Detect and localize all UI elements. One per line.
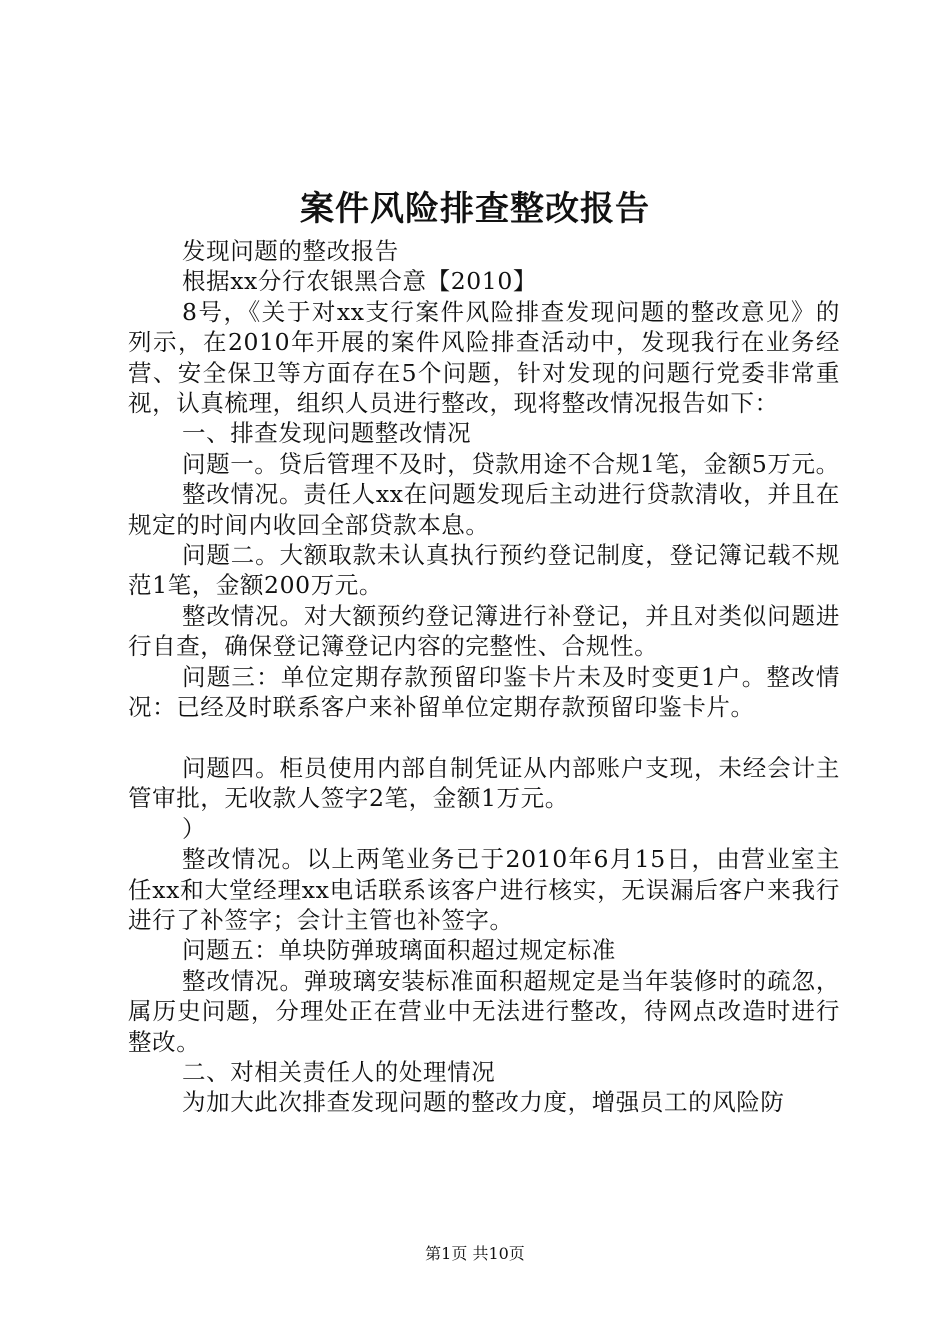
blank-line [128,723,840,753]
page-number: 第1页 共10页 [425,1244,525,1263]
paragraph-issue-3: 问题三：单位定期存款预留印鉴卡片未及时变更1户。整改情况：已经及时联系客户来补留单位定期存款预留印鉴卡片。 [128,662,840,722]
document-body [128,236,840,1118]
paragraph-issue-4: 问题四。柜员使用内部自制凭证从内部账户支现，未经会计主管审批，无收款人签字2笔，金额1万元。 [128,753,840,813]
document-title: 案件风险排查整改报告 [300,189,650,229]
paragraph-intro: 8号，《关于对xx支行案件风险排查发现问题的整改意见》的列示，在2010年开展的案件风险排查活动中，发现我行在业务经营、安全保卫等方面存在5个问题，针对发现的问题行党委非常重视，认真梳理，组织人员进行整改，现将整改情况报告如下： [128,297,840,418]
paragraph-fix-5: 整改情况。弹玻璃安装标准面积超规定是当年装修时的疏忽，属历史问题，分理处正在营业中无法进行整改，待网点改造时进行整改。 [128,966,840,1056]
paragraph-fix-1: 整改情况。责任人xx在问题发现后主动进行贷款清收，并且在规定的时间内收回全部贷款本息。 [128,480,840,539]
paragraph-closing: 为加大此次排查发现问题的整改力度，增强员工的风险防 [182,1088,785,1117]
paragraph-issue-2: 问题二。大额取款未认真执行预约登记制度，登记簿记载不规范1笔，金额200万元。 [128,541,840,600]
paragraph-fix-4: 整改情况。以上两笔业务已于2010年6月15日，由营业室主任xx和大堂经理xx电话联系该客户进行核实，无误漏后客户来我行进行了补签字；会计主管也补签字。 [128,845,840,934]
section-heading-2: 二、对相关责任人的处理情况 [182,1057,496,1086]
section-heading-1: 一、排查发现问题整改情况 [182,419,472,448]
paragraph-fix-2: 整改情况。对大额预约登记簿进行补登记，并且对类似问题进行自查，确保登记簿登记内容的完整性、合规性。 [128,601,840,661]
paragraph-issue-1: 问题一。贷后管理不及时，贷款用途不合规1笔，金额5万元。 [182,449,840,478]
paragraph-heading-line: 发现问题的整改报告 [182,237,399,265]
paragraph-issue-5: 问题五：单块防弹玻璃面积超过规定标准 [182,936,616,965]
paragraph-stray-bracket: ） [182,814,207,843]
paragraph-reference: 根据xx分行农银黑合意【2010】 [182,267,538,296]
